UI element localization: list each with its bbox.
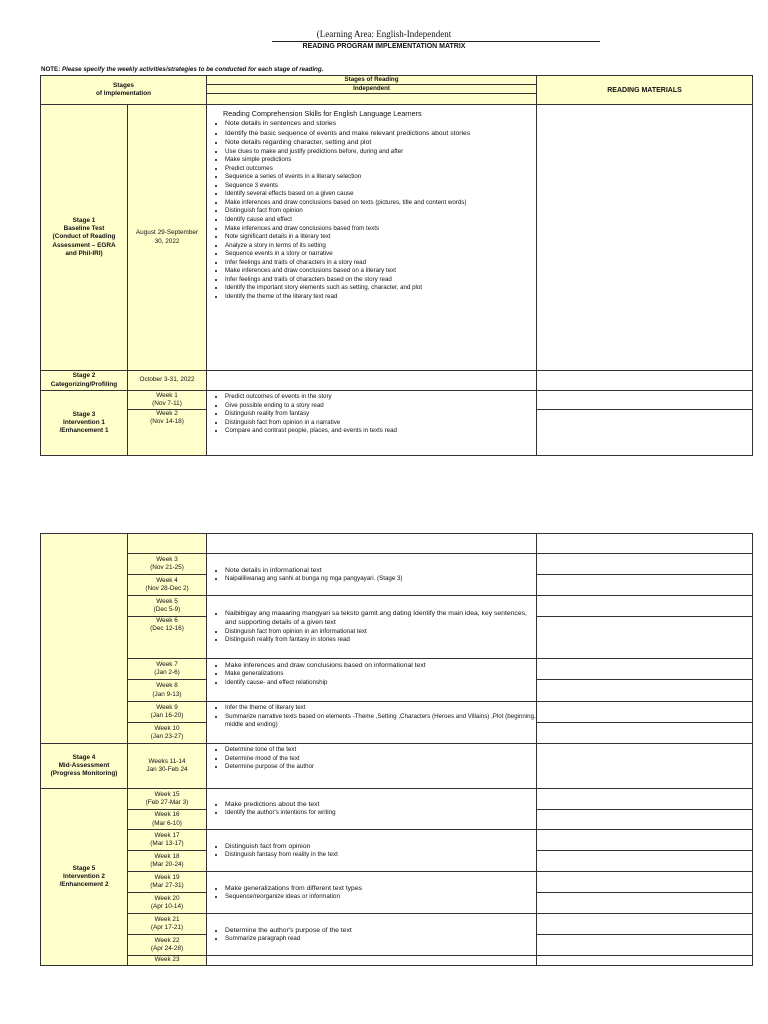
list-item: • Distinguish fact from opinion	[225, 207, 536, 216]
materials-cell	[537, 680, 753, 702]
weeks21-22-list	[207, 926, 536, 944]
col-header-stages-implementation	[41, 76, 207, 105]
list-item: • Make inferences and draw conclusions based from texts	[225, 225, 536, 234]
list-item: • Make generalizations	[225, 670, 536, 679]
materials-cell	[537, 914, 753, 935]
weeks3-4-list	[207, 566, 536, 584]
week-cell: Week 23	[128, 956, 207, 966]
stage1-line1: Stage 1	[72, 216, 96, 224]
materials-cell	[537, 575, 753, 596]
list-item: • Make simple predictions	[225, 156, 536, 165]
list-item: • Determine purpose of the author	[225, 763, 536, 772]
stage4-activities	[207, 744, 537, 789]
stage2-name	[41, 371, 128, 391]
weeks7-8-list	[207, 661, 536, 687]
week-cell	[128, 723, 207, 744]
list-item: • Identify the theme of the literary text read	[225, 293, 536, 302]
week-cell	[128, 659, 207, 680]
list-item: • Determine mood of the text	[225, 755, 536, 764]
week-label: Week 2	[156, 410, 178, 418]
col-header-stages-line1: Stages	[113, 81, 134, 89]
stage4-list	[207, 746, 536, 772]
weeks3-4-activities	[207, 554, 537, 596]
stage5-line3: /Enhancement 2	[59, 881, 109, 889]
list-item: • Identify the basic sequence of events and make relevant predictions about stories	[225, 129, 536, 138]
week-label: Week 22	[154, 936, 180, 944]
stage1-activities	[207, 105, 537, 371]
list-item: • Make inferences and draw conclusions based on a literary text	[225, 267, 536, 276]
list-item: • Compare and contrast people, places, and events in texts read	[225, 427, 536, 436]
stage3-materials-2	[537, 410, 753, 456]
list-item: • Give possible ending to a story read	[225, 402, 536, 411]
stage1-line4: Assessment – EGRA	[52, 241, 116, 249]
week-dates: (Nov 21-25)	[150, 564, 184, 571]
week-cell	[128, 680, 207, 702]
stage1-list	[207, 119, 536, 301]
stage3-continued	[41, 534, 128, 744]
week-cell	[128, 575, 207, 596]
stage3-materials-1	[537, 391, 753, 410]
list-item: • Predict outcomes	[225, 165, 536, 174]
list-item: • Distinguish reality from fantasy in stories read	[225, 636, 536, 645]
materials-cell	[537, 872, 753, 893]
week-dates: (Apr 10-14)	[150, 903, 184, 910]
materials-cell	[537, 744, 753, 789]
list-item: • Identify the author's intentions for writing	[225, 809, 536, 818]
stage1-comp-title: Reading Comprehension Skills for English Language Learners	[223, 109, 422, 119]
list-item: • Identify cause- and effect relationship	[225, 679, 536, 688]
list-item: • Sequence 3 events	[225, 182, 536, 191]
list-item: • Distinguish fact from opinion in an informational text	[225, 628, 536, 637]
learning-area-underline	[272, 41, 600, 42]
materials-cell	[537, 810, 753, 830]
stage1-line2: Baseline Test	[63, 225, 105, 233]
stage3-activities	[207, 391, 537, 456]
materials-cell	[537, 789, 753, 810]
stage4-date-line1: Weeks 11-14	[148, 757, 186, 765]
week-dates: (Feb 27-Mar 3)	[145, 799, 189, 806]
list-item: • Note details in sentences and stories	[225, 119, 536, 128]
week-label: Week 20	[154, 894, 180, 902]
blank-cell	[207, 956, 537, 966]
list-item: • Naipaliliwanag ang sanhi at bunga ng mga pangyayari. (Stage 3)	[225, 575, 536, 584]
week-dates: (Nov 14-18)	[150, 418, 184, 426]
weeks15-16-list	[207, 800, 536, 818]
list-item: • Distinguish fantasy from reality in the text	[225, 851, 536, 860]
week-label: Week 8	[156, 682, 178, 690]
materials-cell	[537, 723, 753, 744]
stage4-line2: Mid-Assessment	[58, 761, 110, 769]
stage4-line3: (Progress Monitoring)	[50, 770, 118, 778]
stage2-line1: Stage 2	[72, 372, 96, 380]
list-item: • Infer the theme of literary text	[225, 704, 536, 713]
col-header-independent: Independent	[207, 85, 537, 94]
list-item: • Identify the important story elements such as setting, character, and plot	[225, 284, 536, 293]
weeks5-6-list	[207, 609, 536, 645]
weeks17-18-activities	[207, 830, 537, 872]
list-item: • Summarize narrative texts based on elements -Theme ,Setting ,Characters (Heroes and Villains) ,Plot (beginning, middle and ending)	[225, 713, 536, 730]
list-item: • Make generalizations from different text types	[225, 884, 536, 893]
week-dates: (Mar 27-31)	[150, 882, 184, 889]
list-item: • Make inferences and draw conclusions based on texts (pictures, title and content words)	[225, 199, 536, 208]
weeks17-18-list	[207, 842, 536, 860]
week-cell	[128, 789, 207, 810]
materials-cell	[537, 893, 753, 914]
materials-cell	[537, 851, 753, 872]
blank-cell	[128, 534, 207, 554]
materials-cell	[537, 702, 753, 723]
week-dates: (Jan 2-6)	[154, 669, 180, 676]
stage2-activities	[207, 371, 537, 391]
col-header-stages-line2: of Implementation	[95, 90, 152, 98]
stage3-line1: Stage 3	[72, 410, 96, 418]
list-item: • Analyze a story in terms of its setting	[225, 242, 536, 251]
weeks9-10-list	[207, 704, 536, 730]
list-item: • Distinguish reality from fantasy	[225, 410, 536, 419]
week-dates: (Apr 17-21)	[150, 924, 184, 931]
list-item: • Note significant details in a literary text	[225, 233, 536, 242]
week-dates: (Jan 9-13)	[152, 690, 182, 698]
col-header-reading-materials: READING MATERIALS	[537, 76, 753, 105]
list-item: • Make predictions about the text	[225, 800, 536, 809]
list-item: • Predict outcomes of events in the story	[225, 393, 536, 402]
week-label: Week 10	[154, 724, 180, 732]
week-cell	[128, 893, 207, 914]
stage5-name	[41, 789, 128, 966]
stage3-line3: /Enhancement 1	[59, 427, 109, 435]
week-label: Week 21	[154, 915, 180, 923]
stage2-date: October 3-31, 2022	[128, 371, 207, 391]
list-item: • Note details regarding character, setting and plot	[225, 138, 536, 147]
matrix-table-page1	[40, 75, 753, 456]
note-label: NOTE:	[41, 66, 61, 73]
list-item: • Use clues to make and justify predictions before, during and after	[225, 148, 536, 157]
week-cell	[128, 410, 207, 456]
week-cell	[128, 872, 207, 893]
note-text: Please specify the weekly activities/strategies to be conducted for each stage of reading.	[61, 66, 324, 73]
week-label: Week 7	[156, 660, 178, 668]
week-cell	[128, 914, 207, 935]
week-dates: (Mar 6-10)	[152, 819, 182, 827]
week-dates: (Mar 13-17)	[150, 840, 184, 847]
week-cell	[128, 935, 207, 956]
week-dates: (Nov 7-11)	[152, 400, 182, 408]
weeks9-10-activities	[207, 702, 537, 744]
materials-cell	[537, 659, 753, 680]
list-item: • Sequence/reorganize ideas or information	[225, 893, 536, 902]
stage5-line2: Intervention 2	[63, 872, 105, 880]
stage3-name	[41, 391, 128, 456]
week-cell	[128, 554, 207, 575]
weeks19-20-list	[207, 884, 536, 902]
list-item: • Sequence a series of events in a literary selection	[225, 173, 536, 182]
weeks21-22-activities	[207, 914, 537, 956]
materials-cell	[537, 956, 753, 966]
weeks5-6-activities	[207, 596, 537, 659]
week-label: Week 15	[154, 790, 180, 798]
weeks7-8-activities	[207, 659, 537, 702]
stage2-materials	[537, 371, 753, 391]
list-item: • Sequence events in a story or narrative	[225, 250, 536, 259]
matrix-table-page2	[40, 533, 753, 966]
week-cell	[128, 702, 207, 723]
stage1-line3: (Conduct of Reading	[52, 233, 116, 241]
week-dates: (Dec 12-16)	[150, 625, 184, 633]
week-dates: (Mar 20-24)	[150, 861, 184, 868]
list-item: • Distinguish fact from opinion in a narrative	[225, 419, 536, 428]
list-item: • Summarize paragraph read	[225, 935, 536, 944]
week-cell	[128, 596, 207, 617]
weeks19-20-activities	[207, 872, 537, 914]
weeks15-16-activities	[207, 789, 537, 830]
materials-cell	[537, 830, 753, 851]
stage5-line1: Stage 5	[72, 864, 96, 872]
materials-cell	[537, 554, 753, 575]
materials-cell	[537, 596, 753, 617]
list-item: • Infer feelings and traits of characters based on the story read	[225, 276, 536, 285]
week-dates: (Jan 16-20)	[150, 712, 184, 719]
week-cell	[128, 391, 207, 410]
list-item: • Determine the author's purpose of the text	[225, 926, 536, 935]
stage4-date-line2: Jan 30-Feb 24	[146, 766, 188, 773]
blank-cell	[207, 534, 537, 554]
week-dates: (Nov 28-Dec 2)	[145, 585, 189, 592]
week-label: Week 18	[154, 852, 180, 860]
week-label: Week 9	[156, 703, 178, 711]
stage4-line1: Stage 4	[72, 753, 96, 761]
blank-cell	[537, 534, 753, 554]
col-header-stages-reading: Stages of Reading	[207, 76, 537, 85]
stage4-name	[41, 744, 128, 789]
stage1-date: August 29-September 30, 2022	[128, 105, 207, 371]
list-item: • Determine tone of the text	[225, 746, 536, 755]
list-item: • Make inferences and draw conclusions based on informational text	[225, 661, 536, 670]
note	[41, 66, 323, 73]
list-item: • Identify several effects based on a given cause	[225, 190, 536, 199]
list-item: • Note details in informational text	[225, 566, 536, 575]
week-dates: (Apr 24-28)	[150, 945, 184, 952]
week-label: Week 17	[154, 831, 180, 839]
week-cell	[128, 851, 207, 872]
week-dates: (Dec 5-9)	[153, 606, 181, 613]
materials-cell	[537, 935, 753, 956]
week-label: Week 4	[156, 576, 178, 584]
week-cell	[128, 810, 207, 830]
week-label: Week 3	[156, 555, 178, 563]
week-label: Week 1	[156, 391, 178, 399]
stage1-name	[41, 105, 128, 371]
list-item: • Infer feelings and traits of characters in a story read	[225, 259, 536, 268]
materials-cell	[537, 617, 753, 659]
stage1-materials	[537, 105, 753, 371]
week-label: Week 6	[156, 617, 178, 624]
stage3-list	[207, 393, 536, 436]
stage1-line5: and Phil-IRI)	[65, 250, 103, 258]
stage2-line2: Categorizing/Profiling	[50, 380, 118, 388]
list-item: • Identify cause and effect	[225, 216, 536, 225]
stage4-date	[128, 744, 207, 789]
col-header-blank	[207, 94, 537, 105]
learning-area-line: (Learning Area: English-Independent	[316, 29, 452, 39]
document-title: READING PROGRAM IMPLEMENTATION MATRIX	[302, 43, 466, 50]
week-label: Week 5	[156, 597, 178, 605]
week-cell	[128, 617, 207, 659]
week-label: Week 19	[154, 873, 180, 881]
list-item: • Naibibigay ang maaaring mangyari sa teksto gamit ang dating Identify the main idea, key sentences, and supporting details of a given text	[225, 609, 536, 628]
week-label: Week 16	[154, 811, 180, 819]
list-item: • Distinguish fact from opinion	[225, 842, 536, 851]
week-dates: (Jan 23-27)	[150, 733, 184, 740]
stage3-line2: Intervention 1	[63, 418, 105, 426]
week-cell	[128, 830, 207, 851]
